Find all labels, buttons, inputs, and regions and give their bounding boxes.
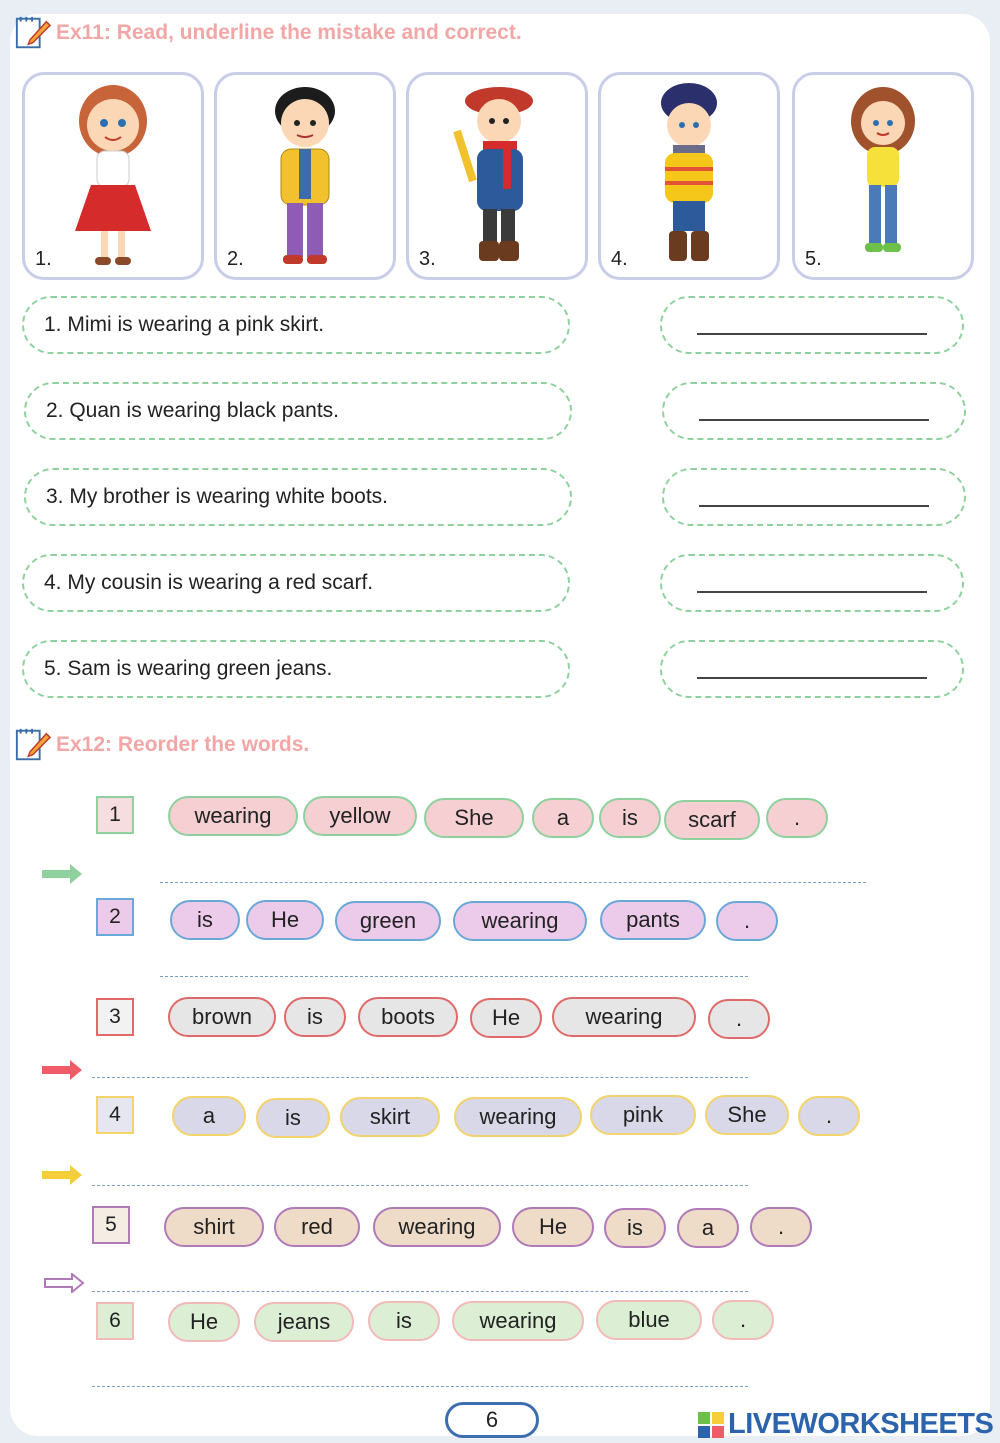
word-chip[interactable]: is [599,798,661,838]
picture-number: 2. [227,248,244,270]
girl-red-skirt-icon [53,81,173,271]
word-chip[interactable]: wearing [168,796,298,836]
word-chip[interactable]: He [168,1302,240,1342]
sentence-4[interactable]: 4. My cousin is wearing a red scarf. [22,554,570,612]
picture-card-1 [22,72,204,280]
word-chip[interactable]: wearing [454,1097,582,1137]
row-number-3: 3 [96,998,134,1036]
word-chip[interactable]: jeans [254,1302,354,1342]
word-chip[interactable]: She [705,1095,789,1135]
word-chip[interactable]: He [512,1207,594,1247]
notepad-pencil-icon [14,14,52,52]
purple-outline-arrow-icon [44,1273,86,1293]
answer-field-5[interactable] [660,640,964,698]
word-chip[interactable]: pink [590,1095,696,1135]
sentence-1[interactable]: 1. Mimi is wearing a pink skirt. [22,296,570,354]
word-chip[interactable]: skirt [340,1097,440,1137]
liveworksheets-logo [698,1408,993,1441]
ex12-heading [14,726,309,764]
word-chip[interactable]: brown [168,997,276,1037]
word-chip[interactable]: blue [596,1300,702,1340]
word-chip[interactable]: scarf [664,800,760,840]
word-chip[interactable]: shirt [164,1207,264,1247]
word-chip[interactable]: is [170,900,240,940]
word-chip[interactable]: pants [600,900,706,940]
word-chip[interactable]: yellow [303,796,417,836]
word-chip[interactable]: He [246,900,324,940]
liveworksheets-logo-icon [698,1412,724,1438]
page-number: 6 [445,1402,539,1438]
sentence-3[interactable]: 3. My brother is wearing white boots. [24,468,572,526]
answer-line-5[interactable] [92,1291,748,1292]
word-chip[interactable]: wearing [373,1207,501,1247]
word-chip[interactable]: is [284,997,346,1037]
sentence-5[interactable]: 5. Sam is wearing green jeans. [22,640,570,698]
row-number-2: 2 [96,898,134,936]
picture-card-4 [598,72,780,280]
row-number-5: 5 [92,1206,130,1244]
word-chip[interactable]: wearing [453,901,587,941]
word-chip[interactable]: green [335,901,441,941]
word-chip[interactable]: . [798,1096,860,1136]
word-chip[interactable]: He [470,998,542,1038]
row-number-1: 1 [96,796,134,834]
answer-line-6[interactable] [92,1386,748,1387]
word-chip[interactable]: wearing [552,997,696,1037]
picture-number: 5. [805,248,822,270]
word-chip[interactable]: She [424,798,524,838]
answer-line [699,419,929,421]
row-number-6: 6 [96,1302,134,1340]
answer-line [699,505,929,507]
answer-line-1[interactable] [160,882,866,883]
picture-card-5 [792,72,974,280]
word-chip[interactable]: is [256,1098,330,1138]
row-number-4: 4 [96,1096,134,1134]
ex12-title: Ex12: Reorder the words. [56,733,310,756]
word-chip[interactable]: . [712,1300,774,1340]
girl-jeans-icon [823,81,943,271]
red-arrow-icon [42,1060,84,1080]
answer-line [697,591,927,593]
picture-number: 1. [35,248,52,270]
word-chip[interactable]: . [750,1207,812,1247]
yellow-arrow-icon [42,1165,84,1185]
answer-line-4[interactable] [92,1185,748,1186]
answer-field-4[interactable] [660,554,964,612]
brand-name: LIVEWORKSHEETS [728,1408,994,1440]
word-chip[interactable]: is [604,1208,666,1248]
answer-line [697,677,927,679]
picture-card-3 [406,72,588,280]
answer-field-1[interactable] [660,296,964,354]
word-chip[interactable]: red [274,1207,360,1247]
word-chip[interactable]: . [716,901,778,941]
picture-card-2 [214,72,396,280]
answer-field-2[interactable] [662,382,966,440]
boy-yellow-sweater-icon [629,81,749,271]
green-arrow-icon [42,864,84,884]
boy-red-scarf-icon [437,81,557,271]
picture-number: 4. [611,248,628,270]
sentence-2[interactable]: 2. Quan is wearing black pants. [24,382,572,440]
answer-line-2[interactable] [160,976,748,977]
answer-line-3[interactable] [92,1077,748,1078]
word-chip[interactable]: a [172,1096,246,1136]
notepad-pencil-icon [14,726,52,764]
ex11-title: Ex11: Read, underline the mistake and correct. [56,21,522,44]
word-chip[interactable]: wearing [452,1301,584,1341]
word-chip[interactable]: a [532,798,594,838]
answer-line [697,333,927,335]
boy-yellow-jacket-icon [245,81,365,271]
word-chip[interactable]: . [766,798,828,838]
word-chip[interactable]: a [677,1208,739,1248]
word-chip[interactable]: boots [358,997,458,1037]
answer-field-3[interactable] [662,468,966,526]
picture-number: 3. [419,248,436,270]
word-chip[interactable]: is [368,1301,440,1341]
ex11-heading [14,14,522,52]
word-chip[interactable]: . [708,999,770,1039]
